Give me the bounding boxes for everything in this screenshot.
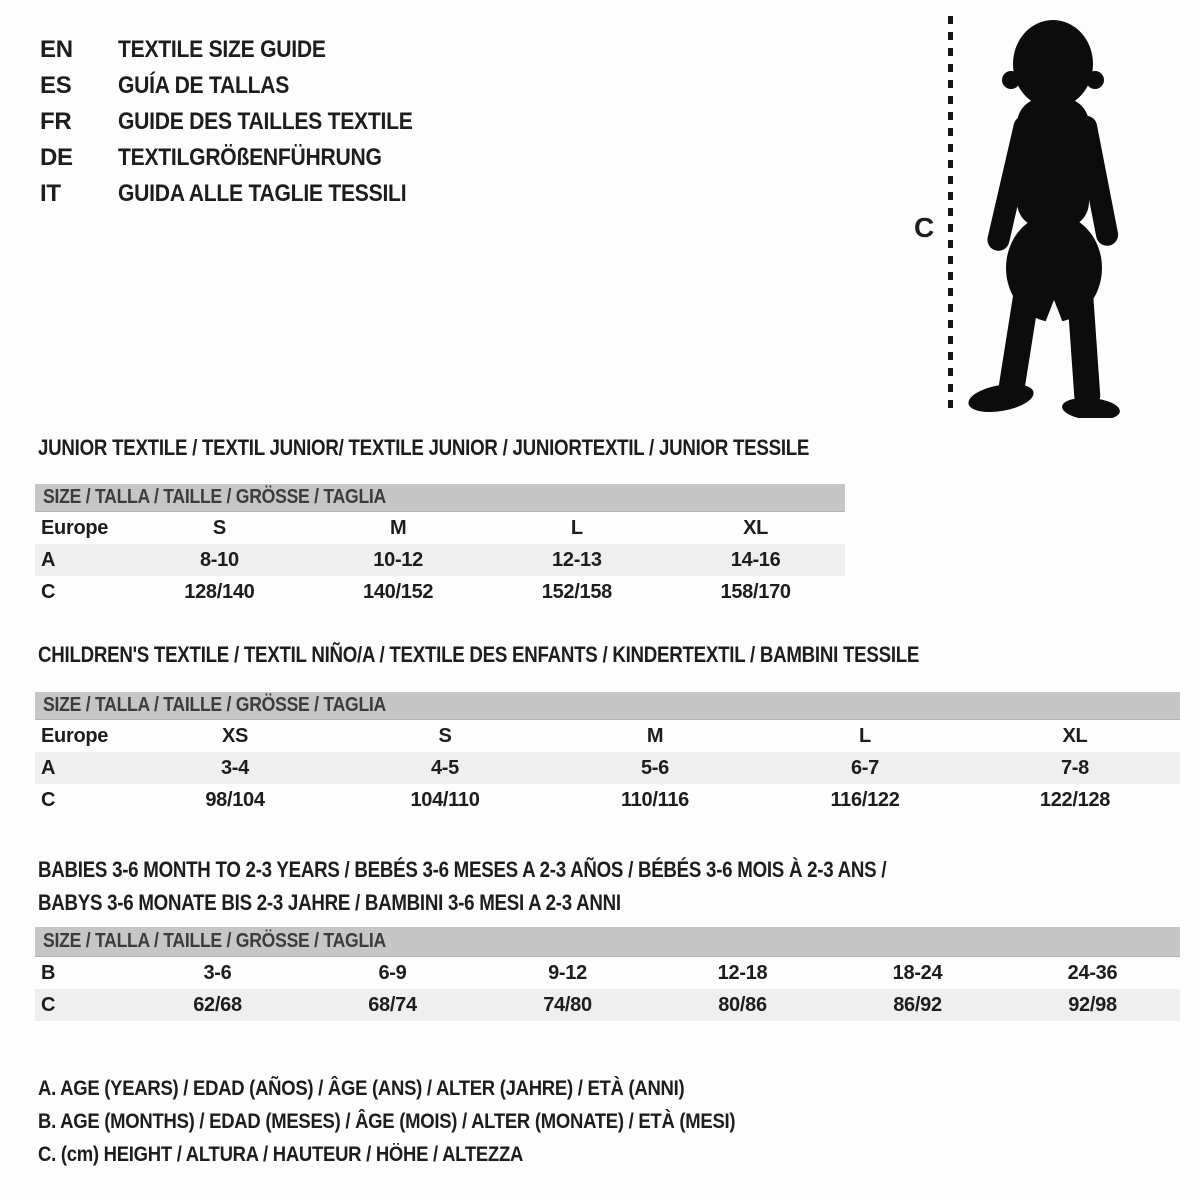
- guide-title: TEXTILGRÖßENFÜHRUNG: [118, 144, 382, 171]
- language-row: [40, 104, 453, 140]
- height-value: 122/128: [1039, 788, 1111, 811]
- age-months-value: 9-12: [548, 961, 587, 984]
- height-value: 158/170: [720, 580, 791, 603]
- height-value: 92/98: [1068, 993, 1117, 1016]
- height-value: 68/74: [368, 993, 417, 1016]
- guide-title: TEXTILE SIZE GUIDE: [118, 36, 326, 63]
- babies-section-title: [38, 853, 1036, 919]
- size-header-bar: [35, 692, 1180, 720]
- size-value: L: [570, 516, 583, 539]
- children-size-table: [35, 692, 1180, 816]
- language-code: EN: [40, 36, 73, 63]
- height-value: 62/68: [193, 993, 242, 1016]
- table-row-height-cm: [35, 784, 1180, 816]
- age-months-value: 18-24: [892, 961, 943, 984]
- age-value: 7-8: [1060, 756, 1089, 779]
- language-row: [40, 140, 453, 176]
- children-section-title: [38, 643, 1075, 666]
- row-label: B: [41, 961, 56, 984]
- age-value: 6-7: [850, 756, 879, 779]
- height-value: 116/122: [830, 788, 900, 811]
- language-row: [40, 176, 453, 212]
- legend-height-cm-text: C. (cm) HEIGHT / ALTURA / HAUTEUR / HÖHE / ALTEZZA: [38, 1142, 524, 1166]
- age-months-value: 3-6: [203, 961, 232, 984]
- language-header: [40, 32, 453, 212]
- measurement-legend: [38, 1072, 830, 1171]
- height-measure-label: C: [914, 212, 935, 243]
- legend-age-months-text: B. AGE (MONTHS) / EDAD (MESES) / ÂGE (MOIS) / ALTER (MONATE) / ETÀ (MESI): [38, 1109, 736, 1133]
- junior-size-table: [35, 484, 845, 608]
- row-label: C: [41, 993, 56, 1016]
- language-code: ES: [40, 72, 72, 99]
- height-value: 104/110: [410, 788, 480, 811]
- language-code: DE: [40, 144, 73, 171]
- children-section-title-text: CHILDREN'S TEXTILE / TEXTIL NIÑO/A / TEXTILE DES ENFANTS / KINDERTEXTIL / BAMBINI TESSILE: [38, 642, 920, 667]
- size-value: M: [389, 516, 407, 539]
- row-label: C: [41, 788, 56, 811]
- size-header-label: SIZE / TALLA / TAILLE / GRÖSSE / TAGLIA: [43, 486, 387, 508]
- guide-title: GUIDA ALLE TAGLIE TESSILI: [118, 180, 407, 207]
- height-value: 128/140: [184, 580, 255, 603]
- age-months-value: 6-9: [378, 961, 407, 984]
- size-value: XL: [1062, 724, 1088, 747]
- age-value: 14-16: [730, 548, 781, 571]
- size-header-bar: [35, 484, 845, 512]
- height-measure-dashed-line: [948, 16, 953, 416]
- size-value: S: [212, 516, 226, 539]
- size-value: XL: [743, 516, 769, 539]
- size-header-bar: [35, 927, 1180, 957]
- babies-section-title-line2: BABYS 3-6 MONATE BIS 2-3 JAHRE / BAMBINI 3-6 MESI A 2-3 ANNI: [38, 890, 621, 915]
- row-label: Europe: [41, 724, 109, 747]
- junior-section-title: [38, 436, 945, 459]
- height-value: 98/104: [205, 788, 265, 811]
- size-value: M: [646, 724, 664, 747]
- legend-age-years-text: A. AGE (YEARS) / EDAD (AÑOS) / ÂGE (ANS) / ALTER (JAHRE) / ETÀ (ANNI): [38, 1076, 685, 1100]
- table-row-age-years: [35, 752, 1180, 784]
- age-value: 5-6: [640, 756, 669, 779]
- age-value: 3-4: [220, 756, 249, 779]
- language-code: IT: [40, 180, 61, 207]
- guide-title: GUÍA DE TALLAS: [118, 72, 290, 99]
- age-value: 10-12: [373, 548, 423, 571]
- legend-height-cm: [38, 1138, 830, 1171]
- row-label: A: [41, 548, 56, 571]
- size-value: L: [859, 724, 871, 747]
- babies-section-title-line1: BABIES 3-6 MONTH TO 2-3 YEARS / BEBÉS 3-6 MESES A 2-3 AÑOS / BÉBÉS 3-6 MOIS À 2-3 ANS /: [38, 857, 887, 882]
- language-row: [40, 32, 453, 68]
- row-label: A: [41, 756, 56, 779]
- size-header-label: SIZE / TALLA / TAILLE / GRÖSSE / TAGLIA: [43, 930, 387, 952]
- height-value: 80/86: [718, 993, 767, 1016]
- height-value: 74/80: [543, 993, 592, 1016]
- toddler-silhouette-icon: [965, 18, 1140, 418]
- height-value: 152/158: [541, 580, 612, 603]
- legend-age-years: [38, 1072, 830, 1105]
- age-value: 4-5: [430, 756, 459, 779]
- height-value: 140/152: [363, 580, 434, 603]
- language-code: FR: [40, 108, 72, 135]
- table-row-age-years: [35, 544, 845, 576]
- language-row: [40, 68, 453, 104]
- table-row-age-months: [35, 957, 1180, 989]
- row-label: Europe: [41, 516, 109, 539]
- table-row-height-cm: [35, 576, 845, 608]
- age-months-value: 24-36: [1067, 961, 1118, 984]
- age-value: 8-10: [199, 548, 239, 571]
- age-months-value: 12-18: [717, 961, 768, 984]
- height-value: 86/92: [893, 993, 942, 1016]
- size-value: S: [438, 724, 452, 747]
- size-value: XS: [221, 724, 249, 747]
- size-header-label: SIZE / TALLA / TAILLE / GRÖSSE / TAGLIA: [43, 694, 387, 716]
- table-row-height-cm: [35, 989, 1180, 1021]
- age-value: 12-13: [552, 548, 602, 571]
- height-value: 110/116: [621, 788, 689, 811]
- legend-age-months: [38, 1105, 830, 1138]
- table-row-europe: [35, 720, 1180, 752]
- guide-title: GUIDE DES TAILLES TEXTILE: [118, 108, 413, 135]
- row-label: C: [41, 580, 56, 603]
- table-row-europe: [35, 512, 845, 544]
- junior-section-title-text: JUNIOR TEXTILE / TEXTIL JUNIOR/ TEXTILE JUNIOR / JUNIORTEXTIL / JUNIOR TESSILE: [38, 435, 810, 460]
- babies-size-table: [35, 927, 1180, 1021]
